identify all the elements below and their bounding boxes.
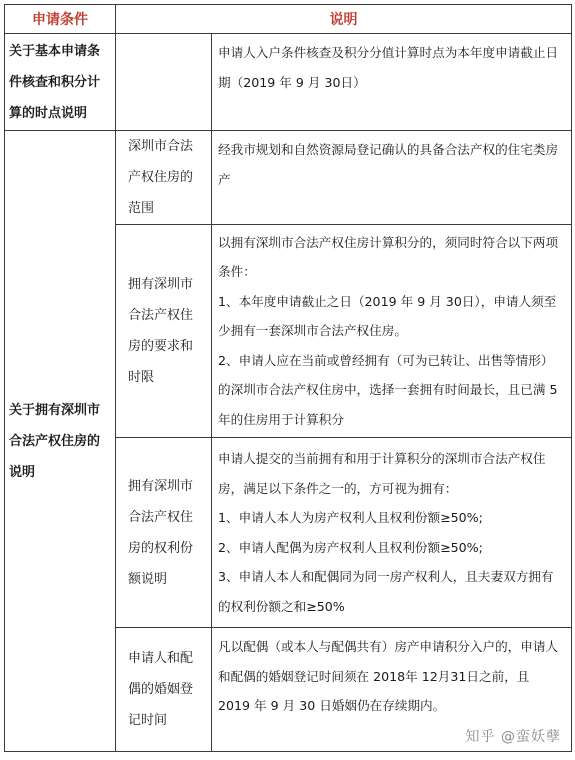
header-description: 说明 [116,5,572,34]
description-cell [212,438,572,628]
description-paragraph: 3、申请人本人和配偶同为同一房产权利人，且夫妻双方拥有的权利份额之和≥50% [218,569,554,614]
zhihu-watermark: 知乎 @蛮妖孽 [465,729,561,745]
header-condition: 申请条件 [5,5,116,34]
description-paragraph: 以拥有深圳市合法产权住房计算积分的，须同时符合以下两项条件： [218,234,559,280]
description-paragraph: 申请人入户条件核查及积分分值计算时点为本年度申请截止日期（2019 年 9 月 30日） [218,45,559,90]
description-cell [212,131,572,225]
description-cell [212,225,572,438]
table-header-row [5,5,572,34]
category-cell: 关于拥有深圳市合法产权住房的说明 [5,131,116,752]
subcategory-cell: 深圳市合法产权住房的范围 [116,131,212,225]
table-row [5,34,572,131]
description-paragraph: 2、申请人应在当前或曾经拥有（可为已转让、出售等情形）的深圳市合法产权住房中，选择一套拥有时间最长，且已满 5 年的住房用于计算积分 [218,352,558,427]
description-paragraph: 经我市规划和自然资源局登记确认的具备合法产权的住宅类房产 [218,142,559,187]
policy-table [4,4,572,752]
subcategory-cell: 申请人和配偶的婚姻登记时间 [116,628,212,752]
description-paragraph: 申请人提交的当前拥有和用于计算积分的深圳市合法产权住房，满足以下条件之一的，方可视为拥有： [218,451,546,496]
category-cell: 关于基本申请条件核查和积分计算的时点说明 [5,34,116,131]
subcategory-cell [116,34,212,131]
description-paragraph: 1、本年度申请截止之日（2019 年 9 月 30日），申请人须至少拥有一套深圳市合法产权住房。 [218,293,557,339]
description-cell [212,34,572,131]
table-row [5,131,572,225]
subcategory-cell: 拥有深圳市合法产权住房的权利份额说明 [116,438,212,628]
description-paragraph: 1、申请人本人为房产权利人且权利份额≥50%; [218,510,483,525]
subcategory-cell: 拥有深圳市合法产权住房的要求和时限 [116,225,212,438]
description-paragraph: 凡以配偶（或本人与配偶共有）房产申请积分入户的，申请人和配偶的婚姻登记时间须在 2018年 12月31日之前，且 2019 年 9 月 30 日婚姻仍在存续期内。 [218,639,559,713]
description-paragraph: 2、申请人配偶为房产权利人且权利份额≥50%; [218,539,483,555]
